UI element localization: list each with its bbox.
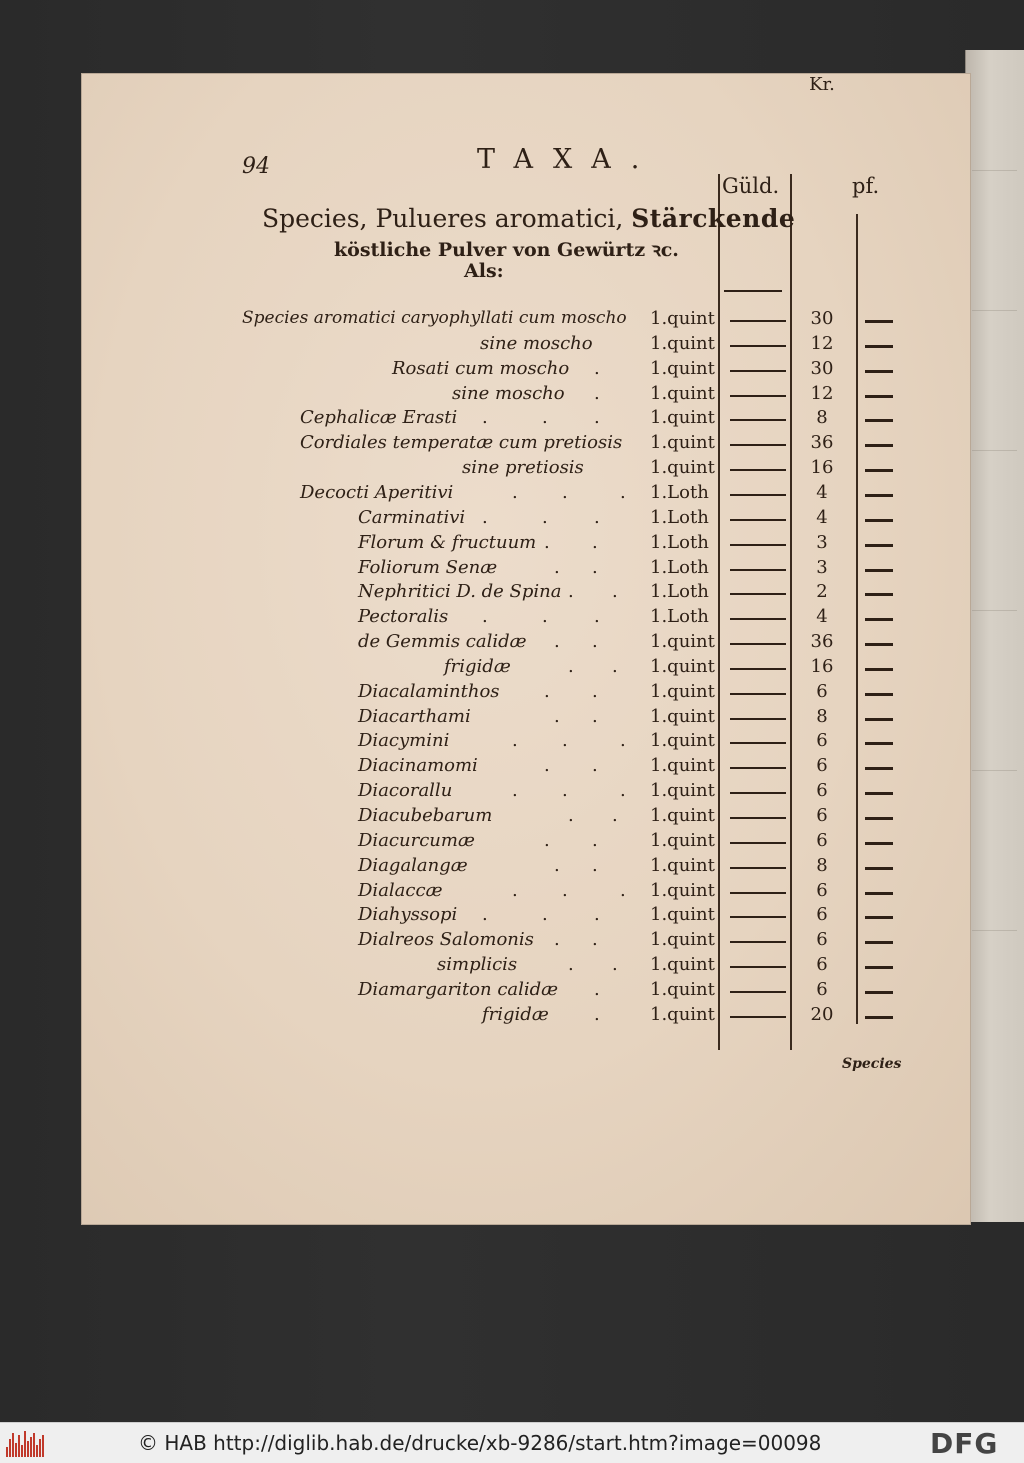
- entry-quantity: 1.quint: [650, 407, 715, 429]
- entry-name: Foliorum Senæ: [358, 556, 498, 578]
- logo-bar: [6, 1447, 8, 1457]
- entry-name: Diacurcumæ: [358, 829, 475, 851]
- logo-bar: [9, 1439, 11, 1457]
- table-row: [82, 308, 970, 332]
- entry-kreuzer: 6: [816, 978, 828, 1000]
- leader-dot: .: [594, 904, 600, 926]
- entry-kreuzer: 30: [810, 357, 834, 379]
- entry-name: Rosati cum moscho: [392, 357, 570, 379]
- entry-quantity: 1.quint: [650, 929, 715, 951]
- leader-dot: .: [594, 357, 600, 379]
- table-row: [82, 929, 970, 953]
- leader-dot: .: [544, 531, 550, 553]
- table-row: [82, 358, 970, 382]
- table-row: [82, 532, 970, 556]
- guld-dash: [730, 941, 786, 943]
- leader-dot: .: [542, 606, 548, 628]
- leader-dot: .: [592, 556, 598, 578]
- table-row: [82, 557, 970, 581]
- leader-dot: .: [592, 755, 598, 777]
- leader-dot: .: [612, 805, 618, 826]
- entry-quantity: 1.quint: [650, 805, 715, 826]
- guld-dash: [730, 469, 786, 471]
- table-row: [82, 333, 970, 357]
- entry-quantity: 1.quint: [650, 357, 715, 379]
- dfg-logo: DFG: [930, 1427, 999, 1460]
- guld-dash: [730, 395, 786, 397]
- entry-quantity: 1.Loth: [650, 556, 709, 578]
- leader-dot: .: [594, 407, 600, 429]
- logo-bar: [27, 1441, 29, 1457]
- entry-quantity: 1.quint: [650, 631, 715, 653]
- logo-bar: [18, 1435, 20, 1457]
- guld-dash: [730, 742, 786, 744]
- pfennig-dash: [865, 767, 893, 770]
- entry-kreuzer: 36: [810, 432, 834, 454]
- entry-quantity: 1.quint: [650, 730, 715, 752]
- pfennig-dash: [865, 941, 893, 944]
- entry-quantity: 1.quint: [650, 308, 715, 329]
- leader-dot: .: [544, 755, 550, 777]
- guld-dash: [730, 892, 786, 894]
- leader-dot: .: [592, 854, 598, 876]
- pfennig-dash: [865, 693, 893, 696]
- entry-kreuzer: 20: [810, 1003, 834, 1025]
- entry-name: Diagalangæ: [358, 854, 468, 876]
- leader-dot: .: [544, 829, 550, 851]
- entry-kreuzer: 6: [816, 755, 828, 777]
- entry-quantity: 1.quint: [650, 780, 715, 802]
- entry-name: Florum & fructuum: [358, 531, 537, 553]
- leader-dot: .: [594, 1003, 600, 1025]
- leader-dot: .: [554, 631, 560, 653]
- pfennig-dash: [865, 345, 893, 348]
- guld-dash: [730, 544, 786, 546]
- entry-kreuzer: 6: [816, 805, 828, 826]
- pfennig-dash: [865, 742, 893, 745]
- pfennig-dash: [865, 668, 893, 671]
- entry-kreuzer: 3: [816, 531, 828, 553]
- entry-name: Pectoralis: [358, 606, 449, 628]
- entry-quantity: 1.quint: [650, 755, 715, 777]
- guld-dash: [730, 991, 786, 993]
- leader-dot: .: [568, 655, 574, 677]
- entry-name: Species aromatici caryophyllati cum moscho: [242, 308, 627, 328]
- entry-name: sine moscho: [452, 382, 565, 404]
- pfennig-dash: [865, 494, 893, 497]
- table-row: [82, 656, 970, 680]
- table-row: [82, 855, 970, 879]
- leader-dot: .: [512, 879, 518, 901]
- entry-name: Diacalaminthos: [358, 680, 500, 702]
- leader-dot: .: [568, 805, 574, 826]
- pfennig-dash: [865, 618, 893, 621]
- entry-quantity: 1.quint: [650, 904, 715, 926]
- leader-dot: .: [592, 631, 598, 653]
- entry-kreuzer: 6: [816, 829, 828, 851]
- entry-quantity: 1.Loth: [650, 581, 709, 603]
- pfennig-dash: [865, 842, 893, 845]
- leader-dot: .: [562, 780, 568, 802]
- pfennig-dash: [865, 991, 893, 994]
- leader-dot: .: [562, 481, 568, 503]
- entry-kreuzer: 8: [816, 705, 828, 727]
- entry-kreuzer: 6: [816, 904, 828, 926]
- leader-dot: .: [592, 929, 598, 951]
- section-subheading: köstliche Pulver von Gewürtz ꝛc.: [334, 239, 679, 261]
- leader-dot: .: [542, 904, 548, 926]
- logo-bar: [36, 1445, 38, 1457]
- leader-dot: .: [620, 780, 626, 802]
- leader-dot: .: [592, 705, 598, 727]
- entry-name: Diacinamomi: [358, 755, 478, 777]
- leader-dot: .: [612, 655, 618, 677]
- logo-bar: [30, 1437, 32, 1457]
- entry-name: Cordiales temperatæ cum pretiosis: [300, 432, 623, 454]
- guld-dash: [730, 1016, 786, 1018]
- entry-quantity: 1.quint: [650, 954, 715, 976]
- entry-kreuzer: 6: [816, 680, 828, 702]
- entry-quantity: 1.quint: [650, 854, 715, 876]
- entry-name: frigidæ: [482, 1003, 549, 1025]
- pfennig-dash: [865, 395, 893, 398]
- table-row: [82, 457, 970, 481]
- leader-dot: .: [592, 680, 598, 702]
- footer-url[interactable]: © HAB http://diglib.hab.de/drucke/xb-9286/start.htm?image=00098: [138, 1431, 822, 1455]
- pfennig-dash: [865, 544, 893, 547]
- leader-dot: .: [594, 606, 600, 628]
- leader-dot: .: [482, 506, 488, 528]
- guld-dash: [730, 593, 786, 595]
- guld-dash: [730, 693, 786, 695]
- entry-name: sine pretiosis: [462, 457, 584, 479]
- pfennig-dash: [865, 320, 893, 323]
- leader-dot: .: [562, 730, 568, 752]
- guld-dash: [730, 370, 786, 372]
- entry-kreuzer: 3: [816, 556, 828, 578]
- column-header-guld: Güld.: [722, 174, 780, 198]
- leader-dot: .: [562, 879, 568, 901]
- entry-quantity: 1.Loth: [650, 531, 709, 553]
- pfennig-dash: [865, 867, 893, 870]
- entry-name: Diamargariton calidæ: [358, 978, 559, 1000]
- guld-dash: [724, 290, 782, 292]
- entry-quantity: 1.quint: [650, 382, 715, 404]
- table-row: [82, 407, 970, 431]
- entry-quantity: 1.quint: [650, 978, 715, 1000]
- heading-german: Stärckende: [631, 204, 796, 233]
- leader-dot: .: [554, 854, 560, 876]
- guld-dash: [730, 916, 786, 918]
- pfennig-dash: [865, 892, 893, 895]
- table-row: [82, 780, 970, 804]
- section-als: Als:: [464, 260, 504, 282]
- pfennig-dash: [865, 370, 893, 373]
- leader-dot: .: [482, 606, 488, 628]
- leader-dot: .: [592, 829, 598, 851]
- guld-dash: [730, 618, 786, 620]
- entry-quantity: 1.quint: [650, 655, 715, 677]
- entry-quantity: 1.quint: [650, 432, 715, 454]
- table-row: [82, 507, 970, 531]
- entry-name: Diacubebarum: [358, 805, 493, 826]
- table-row: [82, 880, 970, 904]
- entry-name: simplicis: [437, 954, 518, 976]
- pfennig-dash: [865, 643, 893, 646]
- pfennig-dash: [865, 569, 893, 572]
- entry-name: Diahyssopi: [358, 904, 458, 926]
- table-row: [82, 681, 970, 705]
- entry-name: Dialaccæ: [358, 879, 443, 901]
- guld-dash: [730, 569, 786, 571]
- leader-dot: .: [612, 954, 618, 976]
- table-row: [82, 830, 970, 854]
- leader-dot: .: [594, 506, 600, 528]
- guld-dash: [730, 320, 786, 322]
- table-row: [82, 706, 970, 730]
- entry-quantity: 1.Loth: [650, 506, 709, 528]
- table-row: [82, 482, 970, 506]
- entry-kreuzer: 2: [816, 581, 828, 603]
- entry-kreuzer: 6: [816, 780, 828, 802]
- entry-kreuzer: 6: [816, 954, 828, 976]
- pfennig-dash: [865, 792, 893, 795]
- guld-dash: [730, 519, 786, 521]
- leader-dot: .: [512, 481, 518, 503]
- column-header-pf: pf.: [852, 174, 880, 198]
- entry-quantity: 1.quint: [650, 829, 715, 851]
- logo-bar: [33, 1433, 35, 1457]
- leader-dot: .: [482, 407, 488, 429]
- entry-kreuzer: 4: [816, 606, 828, 628]
- logo-bar: [39, 1439, 41, 1457]
- pfennig-dash: [865, 916, 893, 919]
- entry-name: Decocti Aperitivi: [300, 481, 454, 503]
- guld-dash: [730, 494, 786, 496]
- leader-dot: .: [482, 904, 488, 926]
- table-row: [82, 631, 970, 655]
- logo-bar: [42, 1435, 44, 1457]
- pfennig-dash: [865, 444, 893, 447]
- leader-dot: .: [620, 879, 626, 901]
- leader-dot: .: [568, 954, 574, 976]
- entry-kreuzer: 4: [816, 506, 828, 528]
- table-row: [82, 383, 970, 407]
- guld-dash: [730, 419, 786, 421]
- leader-dot: .: [542, 506, 548, 528]
- entry-name: Diacorallu: [358, 780, 453, 802]
- guld-dash: [730, 718, 786, 720]
- table-row: [82, 1004, 970, 1028]
- entry-name: sine moscho: [480, 332, 593, 354]
- leader-dot: .: [554, 929, 560, 951]
- pfennig-dash: [865, 519, 893, 522]
- logo-bar: [12, 1433, 14, 1457]
- running-head: TAXA.: [477, 144, 660, 175]
- leader-dot: .: [512, 780, 518, 802]
- entry-name: Nephritici D. de Spina: [358, 581, 562, 603]
- entry-quantity: 1.quint: [650, 680, 715, 702]
- entry-name: de Gemmis calidæ: [358, 631, 527, 653]
- guld-dash: [730, 444, 786, 446]
- pfennig-dash: [865, 469, 893, 472]
- entry-quantity: 1.quint: [650, 879, 715, 901]
- entry-quantity: 1.Loth: [650, 606, 709, 628]
- pfennig-dash: [865, 817, 893, 820]
- catchword: Species: [842, 1056, 902, 1072]
- pfennig-dash: [865, 593, 893, 596]
- entry-quantity: 1.quint: [650, 457, 715, 479]
- entry-quantity: 1.quint: [650, 332, 715, 354]
- leader-dot: .: [554, 556, 560, 578]
- leader-dot: .: [568, 581, 574, 603]
- guld-dash: [730, 668, 786, 670]
- table-row: [82, 581, 970, 605]
- leader-dot: .: [592, 531, 598, 553]
- entry-name: Carminativi: [358, 506, 466, 528]
- table-row: [82, 432, 970, 456]
- leader-dot: .: [612, 581, 618, 603]
- entry-kreuzer: 4: [816, 481, 828, 503]
- guld-dash: [730, 345, 786, 347]
- next-page-edge: [965, 50, 1024, 1222]
- entry-kreuzer: 8: [816, 854, 828, 876]
- page-number: 94: [242, 154, 270, 179]
- guld-dash: [730, 767, 786, 769]
- guld-dash: [730, 867, 786, 869]
- leader-dot: .: [594, 978, 600, 1000]
- entry-name: Dialreos Salomonis: [358, 929, 534, 951]
- table-row: [82, 805, 970, 829]
- logo-bar: [15, 1443, 17, 1457]
- leader-dot: .: [512, 730, 518, 752]
- entry-quantity: 1.quint: [650, 1003, 715, 1025]
- viewer-footer: [0, 1422, 1024, 1463]
- entry-kreuzer: 30: [810, 308, 834, 329]
- pfennig-dash: [865, 718, 893, 721]
- entry-quantity: 1.Loth: [650, 481, 709, 503]
- table-row: [82, 730, 970, 754]
- entry-kreuzer: 12: [810, 332, 834, 354]
- logo-bar: [21, 1445, 23, 1457]
- heading-latin: Species, Pulueres aromatici,: [262, 204, 624, 233]
- column-header-kr: Kr.: [809, 74, 835, 95]
- entry-quantity: 1.quint: [650, 705, 715, 727]
- entry-name: Diacarthami: [358, 705, 471, 727]
- entry-name: Cephalicæ Erasti: [300, 407, 458, 429]
- pfennig-dash: [865, 419, 893, 422]
- entry-kreuzer: 6: [816, 879, 828, 901]
- guld-dash: [730, 966, 786, 968]
- guld-dash: [730, 817, 786, 819]
- entry-kreuzer: 12: [810, 382, 834, 404]
- entry-kreuzer: 16: [810, 655, 834, 677]
- leader-dot: .: [544, 680, 550, 702]
- leader-dot: .: [554, 705, 560, 727]
- book-page: [82, 74, 970, 1224]
- pfennig-dash: [865, 966, 893, 969]
- hab-logo-icon: [6, 1431, 46, 1457]
- table-row: [82, 904, 970, 928]
- entry-kreuzer: 8: [816, 407, 828, 429]
- guld-dash: [730, 842, 786, 844]
- table-row: [82, 755, 970, 779]
- leader-dot: .: [542, 407, 548, 429]
- table-row: [82, 606, 970, 630]
- pfennig-dash: [865, 1016, 893, 1019]
- entry-kreuzer: 36: [810, 631, 834, 653]
- leader-dot: .: [620, 730, 626, 752]
- entry-name: Diacymini: [358, 730, 450, 752]
- leader-dot: .: [620, 481, 626, 503]
- logo-bar: [24, 1431, 26, 1457]
- entry-kreuzer: 6: [816, 730, 828, 752]
- table-row: [82, 979, 970, 1003]
- section-heading: [262, 204, 795, 233]
- leader-dot: .: [594, 382, 600, 404]
- entry-name: frigidæ: [444, 655, 511, 677]
- entry-kreuzer: 16: [810, 457, 834, 479]
- table-row: [82, 954, 970, 978]
- guld-dash: [730, 643, 786, 645]
- guld-dash: [730, 792, 786, 794]
- entry-kreuzer: 6: [816, 929, 828, 951]
